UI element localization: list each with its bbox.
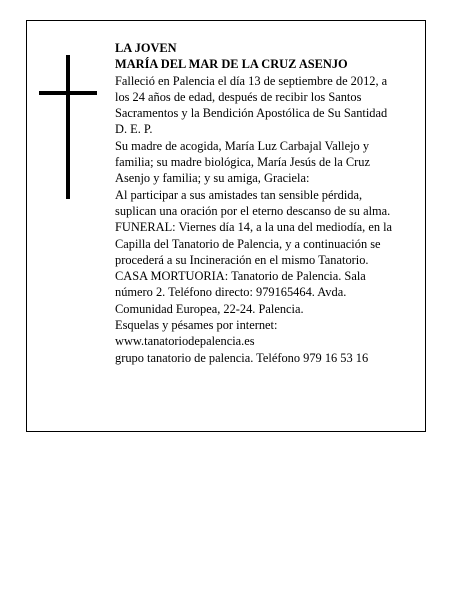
body-line: los 24 años de edad, después de recibir los Santos (115, 89, 362, 104)
cross-icon (39, 55, 97, 199)
body-line: Esquelas y pésames por internet: (115, 318, 278, 333)
body-line: Capilla del Tanatorio de Palencia, y a continuación se (115, 236, 381, 251)
body-line: Falleció en Palencia el día 13 de septiembre de 2012, a (115, 73, 388, 88)
cross-vertical-bar (66, 55, 70, 199)
body-line: familia; su madre biológica, María Jesús de la Cruz (115, 155, 370, 170)
body-line: grupo tanatorio de palencia. Teléfono 979 16 53 16 (115, 350, 369, 365)
body-line: Sacramentos y la Bendición Apostólica de Su Santidad (115, 106, 388, 121)
body-line: número 2. Teléfono directo: 979165464. Avda. (115, 285, 347, 300)
body-line: Comunidad Europea, 22-24. Palencia. (115, 301, 304, 316)
deceased-name: MARÍA DEL MAR DE LA CRUZ ASENJO (115, 57, 348, 72)
notice-title: LA JOVEN (115, 41, 177, 55)
cross-horizontal-bar (39, 91, 97, 95)
body-line: procederá a su Incineración en el mismo Tanatorio. (115, 252, 369, 267)
body-line: FUNERAL: Viernes día 14, a la una del mediodía, en la (115, 220, 393, 235)
body-line: suplican una oración por el eterno descanso de su alma. (115, 203, 391, 218)
notice-text (115, 40, 421, 366)
body-line: D. E. P. (115, 122, 153, 137)
body-line: CASA MORTUORIA: Tanatorio de Palencia. Sala (115, 269, 366, 284)
body-line: Su madre de acogida, María Luz Carbajal Vallejo y (115, 138, 370, 153)
website-link: www.tanatoriodepalencia.es (115, 334, 255, 349)
body-line: Al participar a sus amistades tan sensible pérdida, (115, 187, 363, 202)
obituary-notice (26, 20, 426, 432)
body-line: Asenjo y familia; y su amiga, Graciela: (115, 171, 310, 186)
